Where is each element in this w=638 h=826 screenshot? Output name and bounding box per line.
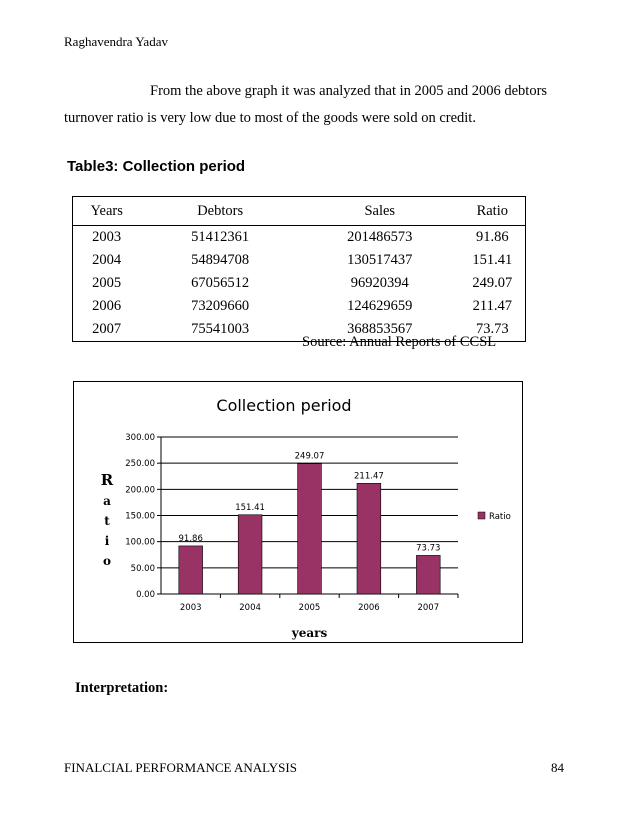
footer-title: FINALCIAL PERFORMANCE ANALYSIS — [64, 760, 297, 775]
data-label: 211.47 — [354, 471, 384, 482]
legend-swatch — [478, 512, 485, 519]
cell-sales: 124629659 — [347, 298, 413, 314]
data-label: 91.86 — [178, 533, 203, 544]
x-tick-label: 2003 — [179, 603, 202, 613]
bar-2003 — [179, 546, 203, 594]
page-number: 84 — [551, 760, 564, 775]
cell-ratio: 249.07 — [472, 275, 513, 291]
header-ratio: Ratio — [460, 197, 526, 226]
y-tick-label: 250.00 — [125, 459, 155, 470]
x-axis-label: years — [291, 626, 328, 640]
header-debtors: Debtors — [140, 197, 300, 226]
body-paragraph — [64, 78, 574, 132]
cell-year: 2004 — [92, 252, 122, 268]
collection-period-table — [72, 196, 526, 342]
cell-year: 2007 — [92, 321, 122, 337]
table-row — [73, 272, 526, 295]
header-sales: Sales — [300, 197, 460, 226]
interpretation-heading: Interpretation: — [75, 680, 169, 696]
data-label: 151.41 — [235, 502, 265, 513]
y-tick-label: 300.00 — [125, 433, 155, 443]
chart-container — [73, 381, 523, 643]
x-tick-label: 2006 — [358, 603, 380, 613]
cell-ratio: 91.86 — [475, 229, 509, 245]
x-tick-label: 2005 — [298, 603, 321, 613]
cell-year: 2005 — [92, 275, 122, 291]
cell-sales: 201486573 — [347, 229, 413, 245]
table-source: Source: Annual Reports of CCSL — [302, 334, 497, 350]
cell-debtors: 75541003 — [191, 321, 250, 337]
cell-year: 2003 — [92, 229, 122, 245]
bar-2006 — [357, 483, 381, 594]
y-tick-label: 200.00 — [125, 485, 155, 496]
y-tick-label: 50.00 — [130, 563, 155, 574]
bar-2004 — [238, 515, 262, 594]
cell-debtors: 54894708 — [191, 252, 250, 268]
table-title: Table3: Collection period — [67, 158, 246, 175]
y-tick-label: 0.00 — [136, 590, 155, 600]
paragraph-line-2: turnover ratio is very low due to most of the goods were sold on credit. — [64, 110, 476, 126]
header-years: Years — [73, 197, 141, 226]
cell-ratio: 211.47 — [472, 298, 512, 314]
y-axis-label: R a t i o — [100, 471, 114, 568]
table-row — [73, 249, 526, 272]
cell-sales: 368853567 — [347, 321, 413, 337]
chart-title: Collection period — [216, 396, 352, 415]
y-tick-label: 100.00 — [125, 537, 155, 548]
legend-label: Ratio — [489, 512, 511, 522]
cell-sales: 130517437 — [347, 252, 413, 268]
bar-chart — [74, 382, 522, 642]
x-tick-label: 2007 — [417, 603, 440, 613]
cell-debtors: 73209660 — [191, 298, 250, 314]
y-tick-label: 150.00 — [125, 511, 155, 522]
running-header-author: Raghavendra Yadav — [64, 34, 168, 49]
cell-debtors: 67056512 — [191, 275, 250, 291]
x-tick-label: 2004 — [239, 603, 261, 613]
cell-debtors: 51412361 — [191, 229, 250, 245]
cell-sales: 96920394 — [350, 275, 409, 291]
paragraph-line-1: From the above graph it was analyzed that in 2005 and 2006 debtors — [150, 83, 548, 99]
data-label: 73.73 — [416, 543, 441, 554]
bar-2005 — [298, 464, 322, 594]
cell-ratio: 73.73 — [475, 321, 509, 337]
data-label: 249.07 — [294, 451, 325, 462]
bar-2007 — [416, 555, 440, 594]
table-header-row — [73, 197, 526, 226]
table-row — [73, 295, 526, 318]
cell-year: 2006 — [92, 298, 122, 314]
cell-ratio: 151.41 — [472, 252, 513, 268]
table-row — [73, 226, 526, 250]
